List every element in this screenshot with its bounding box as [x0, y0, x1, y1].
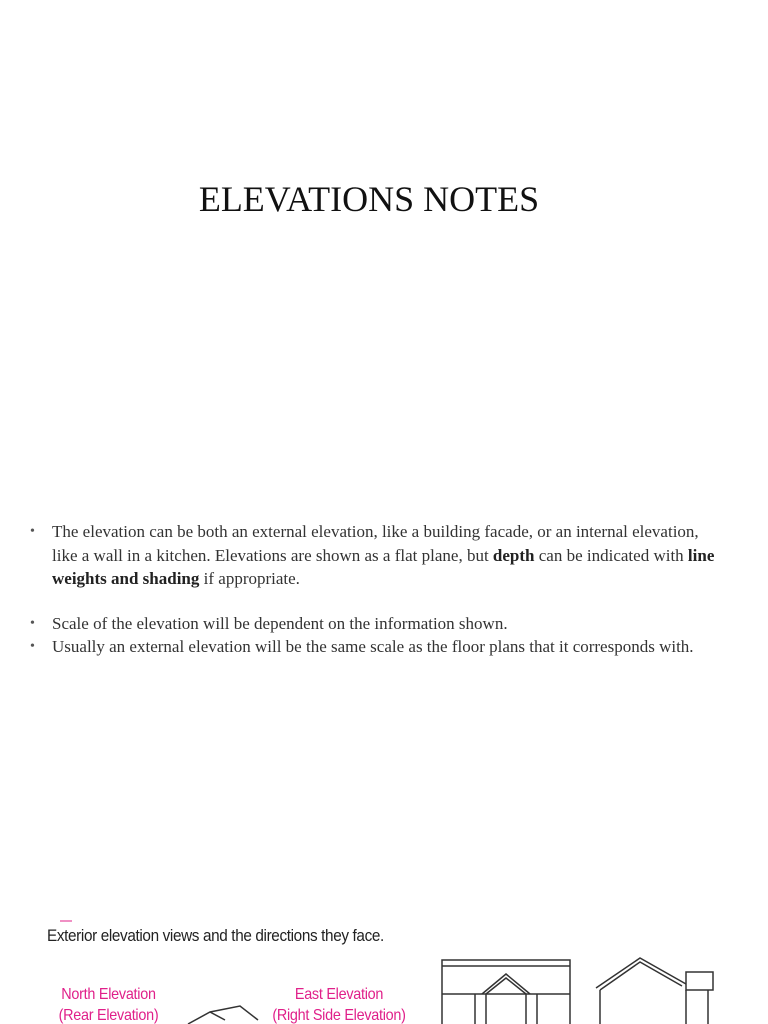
roof-plan-sketch: [188, 1006, 258, 1024]
bullet-dot-icon: •: [30, 524, 35, 539]
bullet-item: [30, 635, 720, 659]
elevation-figure: [0, 912, 768, 1024]
bullet-bold-text: depth: [492, 545, 535, 565]
bullet-text: Usually an external elevation will be the same scale as the floor plans that it corresponds with.: [52, 637, 694, 656]
bullet-text: Scale of the elevation will be dependent on the information shown.: [52, 613, 508, 633]
rear-elevation-drawing: [442, 960, 570, 1024]
bullet-list: [30, 520, 720, 659]
bullet-dot-icon: •: [30, 639, 35, 654]
bullet-item: [30, 520, 720, 591]
bullet-text: The elevation can be both an external elevation, like a building facade, or an internal elevation, like a wall in a kitchen. Elevations are shown as a flat plane, but: [52, 522, 699, 565]
east-elevation-subtitle: (Right Side Elevation): [272, 1007, 406, 1024]
page-title: ELEVATIONS NOTES: [198, 179, 540, 219]
bullet-text: if appropriate.: [199, 569, 300, 588]
bullet-bold-text: line weights and shading: [52, 545, 715, 588]
bullet-dot-icon: •: [30, 615, 35, 631]
figure-caption: Exterior elevation views and the directions they face.: [47, 926, 384, 945]
north-elevation-title: North Elevation: [61, 986, 156, 1003]
north-elevation-subtitle: (Rear Elevation): [58, 1007, 159, 1024]
east-elevation-title: East Elevation: [294, 986, 384, 1003]
bullet-item: [30, 612, 720, 636]
elevation-drawings: [0, 912, 768, 1024]
side-elevation-drawing: [596, 958, 713, 1024]
bullet-text: can be indicated with: [534, 545, 688, 565]
